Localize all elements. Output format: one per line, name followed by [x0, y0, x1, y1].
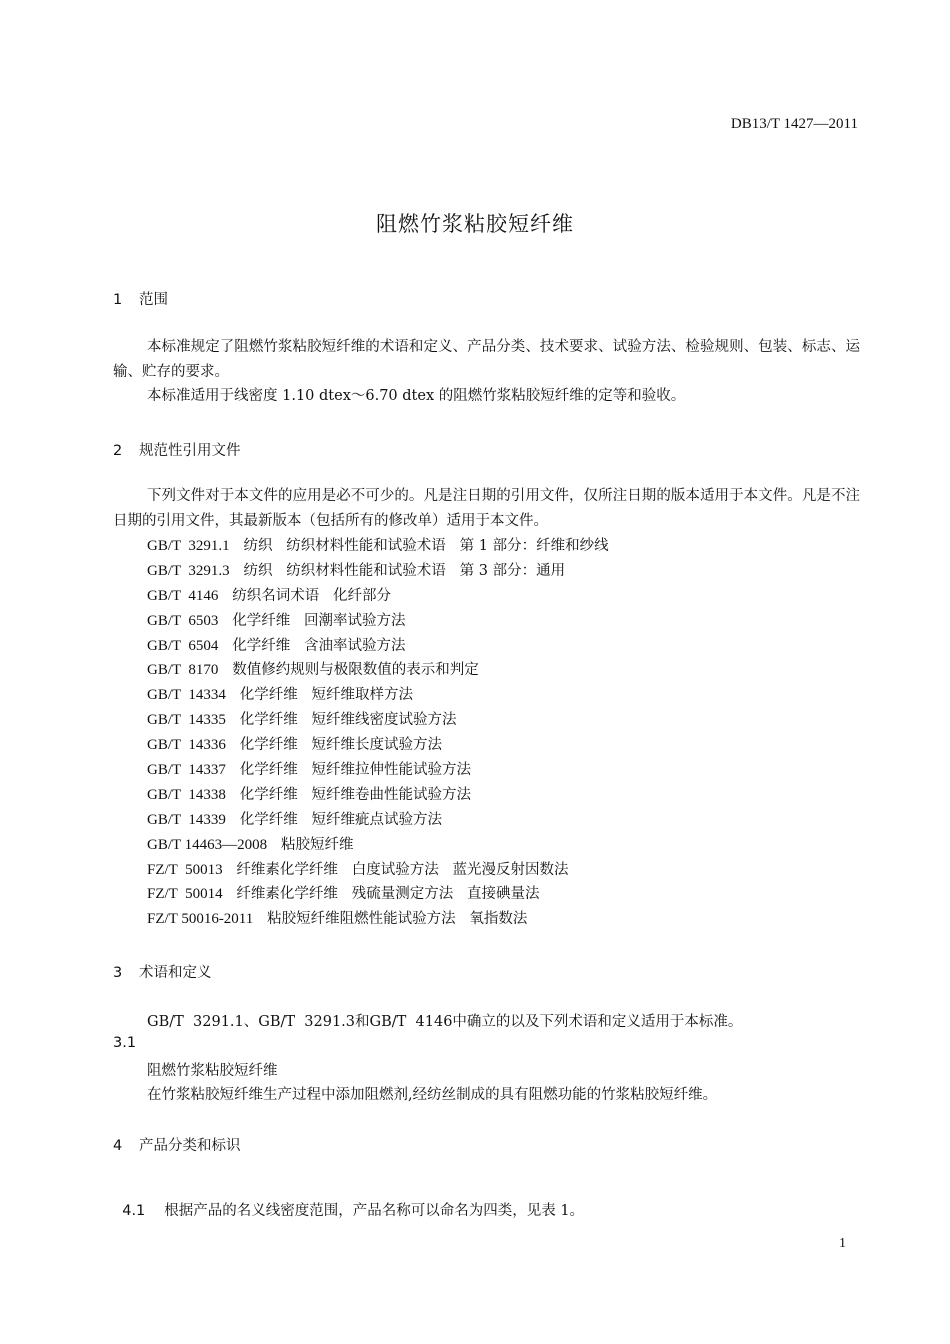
section-title: 术语和定义 — [139, 965, 212, 981]
reference-code: GB/T 14338 — [147, 786, 226, 803]
section-number: 4 — [113, 1138, 123, 1154]
reference-code: FZ/T 50014 — [147, 886, 223, 903]
reference-code: FZ/T 50016-2011 — [147, 911, 254, 928]
clause-number: 4.1 — [122, 1203, 146, 1219]
list-item — [147, 634, 609, 659]
term-number: 3.1 — [113, 1035, 137, 1051]
reference-title: 纤维素化学纤维 白度试验方法 蓝光漫反射因数法 — [222, 861, 569, 878]
reference-title: 纺织名词术语 化纤部分 — [218, 587, 392, 604]
reference-code: GB/T 14463—2008 — [147, 836, 268, 853]
list-item — [147, 658, 609, 683]
list-item — [147, 609, 609, 634]
reference-code: GB/T 3291.1 — [147, 538, 230, 554]
reference-title: 粘胶短纤维阻燃性能试验方法 氧指数法 — [253, 911, 528, 928]
list-item — [147, 882, 609, 907]
reference-title: 化学纤维 短纤维线密度试验方法 — [225, 712, 457, 729]
list-item — [147, 733, 609, 758]
clause-4-1 — [113, 1183, 584, 1220]
list-item — [147, 833, 609, 858]
reference-title: 化学纤维 短纤维取样方法 — [225, 687, 414, 704]
reference-title: 化学纤维 短纤维拉伸性能试验方法 — [225, 762, 472, 779]
list-item — [147, 783, 609, 808]
section-number: 2 — [113, 443, 123, 459]
section-2-heading — [113, 439, 241, 460]
reference-code: GB/T 8170 — [147, 662, 219, 679]
reference-code: GB/T 14335 — [147, 712, 226, 729]
reference-title: 化学纤维 回潮率试验方法 — [218, 612, 406, 629]
reference-title: 化学纤维 含油率试验方法 — [218, 637, 406, 654]
reference-code: GB/T 14339 — [147, 811, 226, 828]
page-number: 1 — [839, 1236, 846, 1251]
list-item — [147, 907, 609, 932]
page-title: 阻燃竹浆粘胶短纤维 — [376, 212, 574, 236]
section-1-heading — [113, 288, 168, 309]
section-title: 范围 — [139, 292, 168, 308]
reference-title: 数值修约规则与极限数值的表示和判定 — [218, 662, 479, 679]
reference-code: GB/T 6504 — [147, 637, 219, 654]
section-4-heading — [113, 1134, 241, 1155]
term-definition: 在竹浆粘胶短纤维生产过程中添加阻燃剂,经纺丝制成的具有阻燃功能的竹浆粘胶短纤维。 — [147, 1087, 718, 1103]
list-item — [147, 584, 609, 609]
list-item — [147, 758, 609, 783]
reference-title: 化学纤维 短纤维疵点试验方法 — [225, 811, 443, 828]
reference-list — [147, 534, 609, 932]
section-title: 规范性引用文件 — [139, 443, 241, 459]
section-number: 3 — [113, 965, 123, 981]
document-code: DB13/T 1427—2011 — [730, 116, 858, 132]
list-item — [147, 808, 609, 833]
list-item — [147, 858, 609, 883]
list-item — [147, 534, 609, 559]
reference-code: FZ/T 50013 — [147, 861, 223, 878]
list-item — [147, 559, 609, 584]
reference-title: 纺织 纺织材料性能和试验术语 第 3 部分：通用 — [229, 562, 566, 579]
list-item — [147, 708, 609, 733]
section-3-heading — [113, 961, 212, 982]
reference-code: GB/T 14334 — [147, 687, 226, 704]
clause-text: 根据产品的名义线密度范围，产品名称可以命名为四类，见表 1。 — [164, 1203, 585, 1219]
term-name: 阻燃竹浆粘胶短纤维 — [147, 1063, 278, 1079]
terms-intro: GB/T 3291.1、GB/T 3291.3和GB/T 4146中确立的以及下列术语和定义适用于本标准。 — [147, 1014, 743, 1030]
normative-references-intro: 下列文件对于本文件的应用是必不可少的。凡是注日期的引用文件，仅所注日期的版本适用于本文件。凡是不注日期的引用文件，其最新版本（包括所有的修改单）适用于本文件。 — [113, 488, 860, 529]
scope-paragraph-2: 本标准适用于线密度 1.10 dtex～6.70 dtex 的阻燃竹浆粘胶短纤维的定等和验收。 — [147, 388, 686, 404]
section-title: 产品分类和标识 — [139, 1138, 241, 1154]
reference-title: 粘胶短纤维 — [267, 836, 354, 853]
reference-code: GB/T 6503 — [147, 612, 219, 629]
reference-title: 化学纤维 短纤维长度试验方法 — [225, 737, 443, 754]
reference-code: GB/T 3291.3 — [147, 562, 230, 579]
section-number: 1 — [113, 292, 123, 308]
reference-code: GB/T 14337 — [147, 762, 226, 779]
reference-title: 纤维素化学纤维 残硫量测定方法 直接碘量法 — [222, 886, 540, 903]
reference-title: 纺织 纺织材料性能和试验术语 第 1 部分：纤维和纱线 — [229, 538, 609, 554]
reference-code: GB/T 14336 — [147, 737, 226, 754]
list-item — [147, 683, 609, 708]
scope-paragraph-1: 本标准规定了阻燃竹浆粘胶短纤维的术语和定义、产品分类、技术要求、试验方法、检验规则、包装、标志、运输、贮存的要求。 — [113, 339, 860, 380]
reference-title: 化学纤维 短纤维卷曲性能试验方法 — [225, 786, 472, 803]
reference-code: GB/T 4146 — [147, 587, 219, 604]
